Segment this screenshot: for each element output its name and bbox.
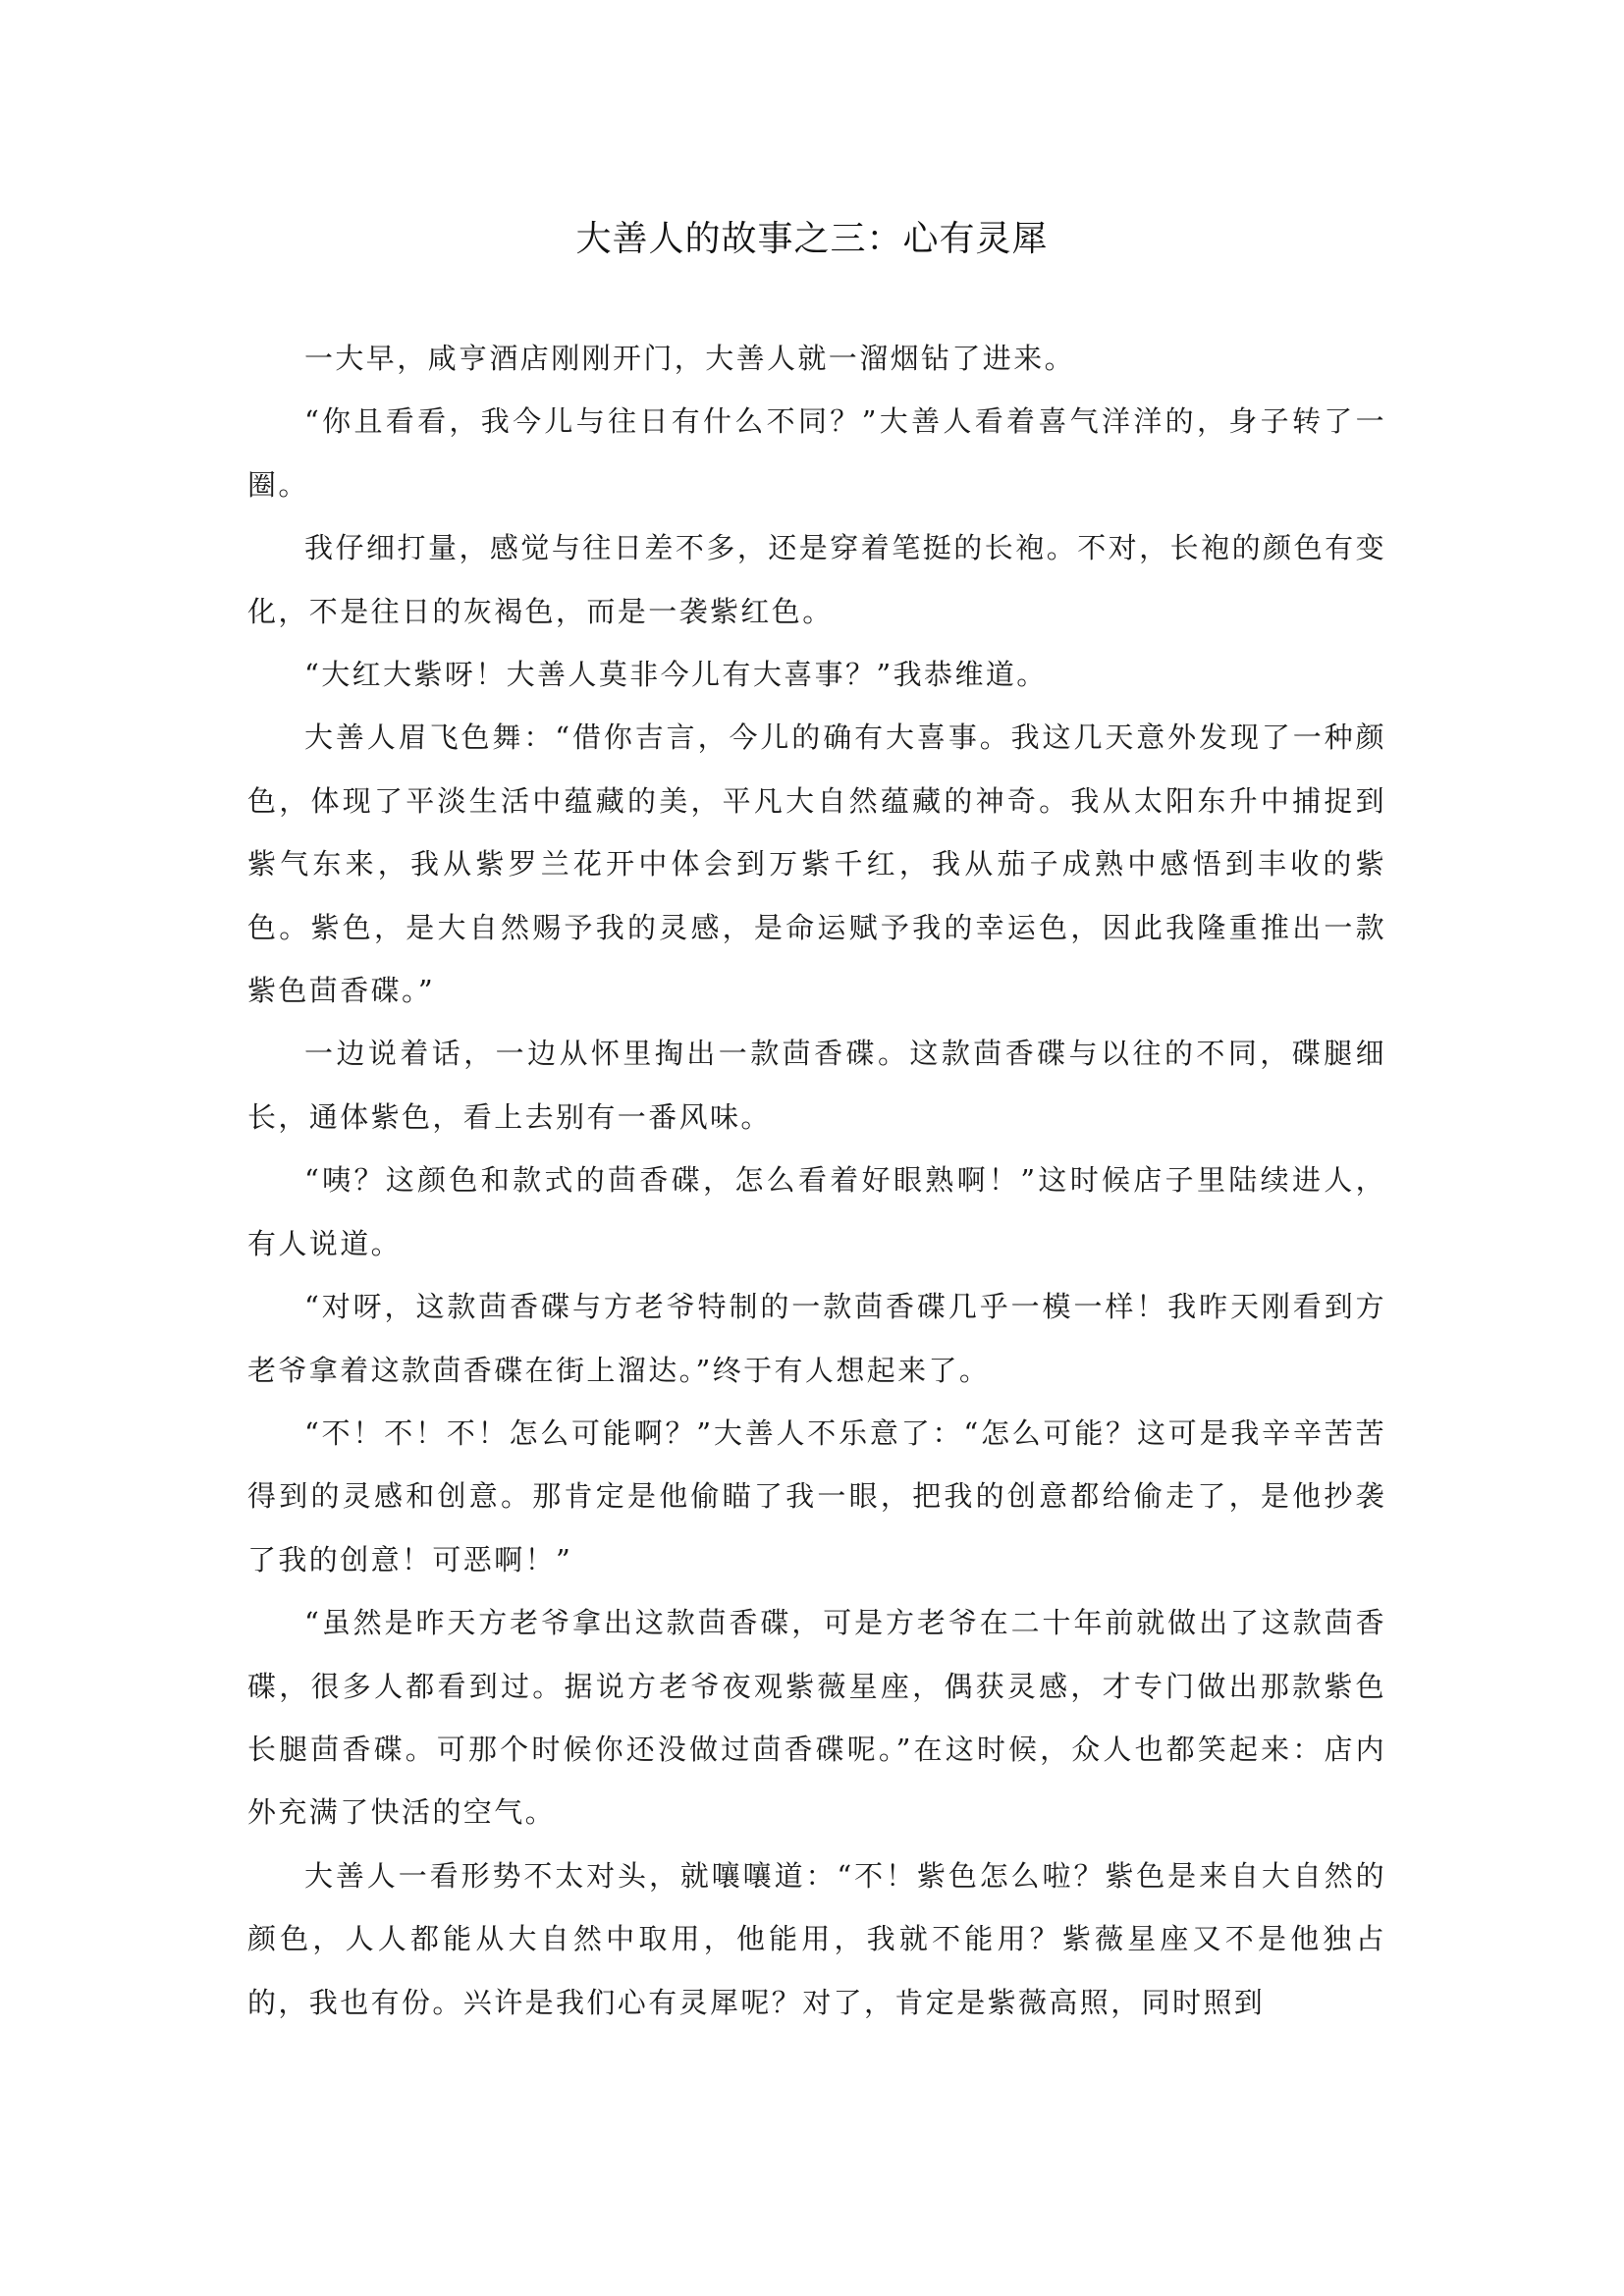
paragraph: “虽然是昨天方老爷拿出这款茴香碟，可是方老爷在二十年前就做出了这款茴香碟，很多人都看到过。据说方老爷夜观紫薇星座，偶获灵感，才专门做出那款紫色长腿茴香碟。可那个时候你还没做过茴香碟呢。”在这时候，众人也都笑起来：店内外充满了快活的空气。 — [247, 1606, 1386, 1830]
paragraph: 我仔细打量，感觉与往日差不多，还是穿着笔挺的长袍。不对，长袍的颜色有变化，不是往日的灰褐色，而是一袭紫红色。 — [247, 531, 1386, 628]
page-title: 大善人的故事之三：心有灵犀 — [575, 219, 1049, 259]
paragraph: 大善人眉飞色舞：“借你吉言，今儿的确有大喜事。我这几天意外发现了一种颜色，体现了平淡生活中蕴藏的美，平凡大自然蕴藏的神奇。我从太阳东升中捕捉到紫气东来，我从紫罗兰花开中体会到万紫千红，我从茄子成熟中感悟到丰收的紫色。紫色，是大自然赐予我的灵感，是命运赋予我的幸运色，因此我隆重推出一款紫色茴香碟。” — [247, 721, 1386, 1008]
paragraph: “不！不！不！怎么可能啊？”大善人不乐意了：“怎么可能？这可是我辛辛苦苦得到的灵感和创意。那肯定是他偷瞄了我一眼，把我的创意都给偷走了，是他抄袭了我的创意！可恶啊！” — [247, 1415, 1386, 1576]
paragraph: 大善人一看形势不太对头，就嚷嚷道：“不！紫色怎么啦？紫色是来自大自然的颜色，人人都能从大自然中取用，他能用，我就不能用？紫薇星座又不是他独占的，我也有份。兴许是我们心有灵犀呢？对了，肯定是紫薇高照，同时照到 — [247, 1858, 1386, 2019]
paragraph: “咦？这颜色和款式的茴香碟，怎么看着好眼熟啊！”这时候店子里陆续进人，有人说道。 — [247, 1163, 1386, 1260]
paragraph: 一边说着话，一边从怀里掏出一款茴香碟。这款茴香碟与以往的不同，碟腿细长，通体紫色，看上去别有一番风味。 — [247, 1037, 1386, 1134]
paragraph: “对呀，这款茴香碟与方老爷特制的一款茴香碟几乎一模一样！我昨天刚看到方老爷拿着这款茴香碟在街上溜达。”终于有人想起来了。 — [247, 1290, 1386, 1387]
paragraph: “你且看看，我今儿与往日有什么不同？”大善人看着喜气洋洋的，身子转了一圈。 — [247, 404, 1386, 502]
paragraph: 一大早，咸亨酒店刚刚开门，大善人就一溜烟钻了进来。 — [304, 342, 1076, 375]
paragraph: “大红大紫呀！大善人莫非今儿有大喜事？”我恭维道。 — [304, 658, 1048, 692]
story-body — [247, 327, 1386, 2034]
